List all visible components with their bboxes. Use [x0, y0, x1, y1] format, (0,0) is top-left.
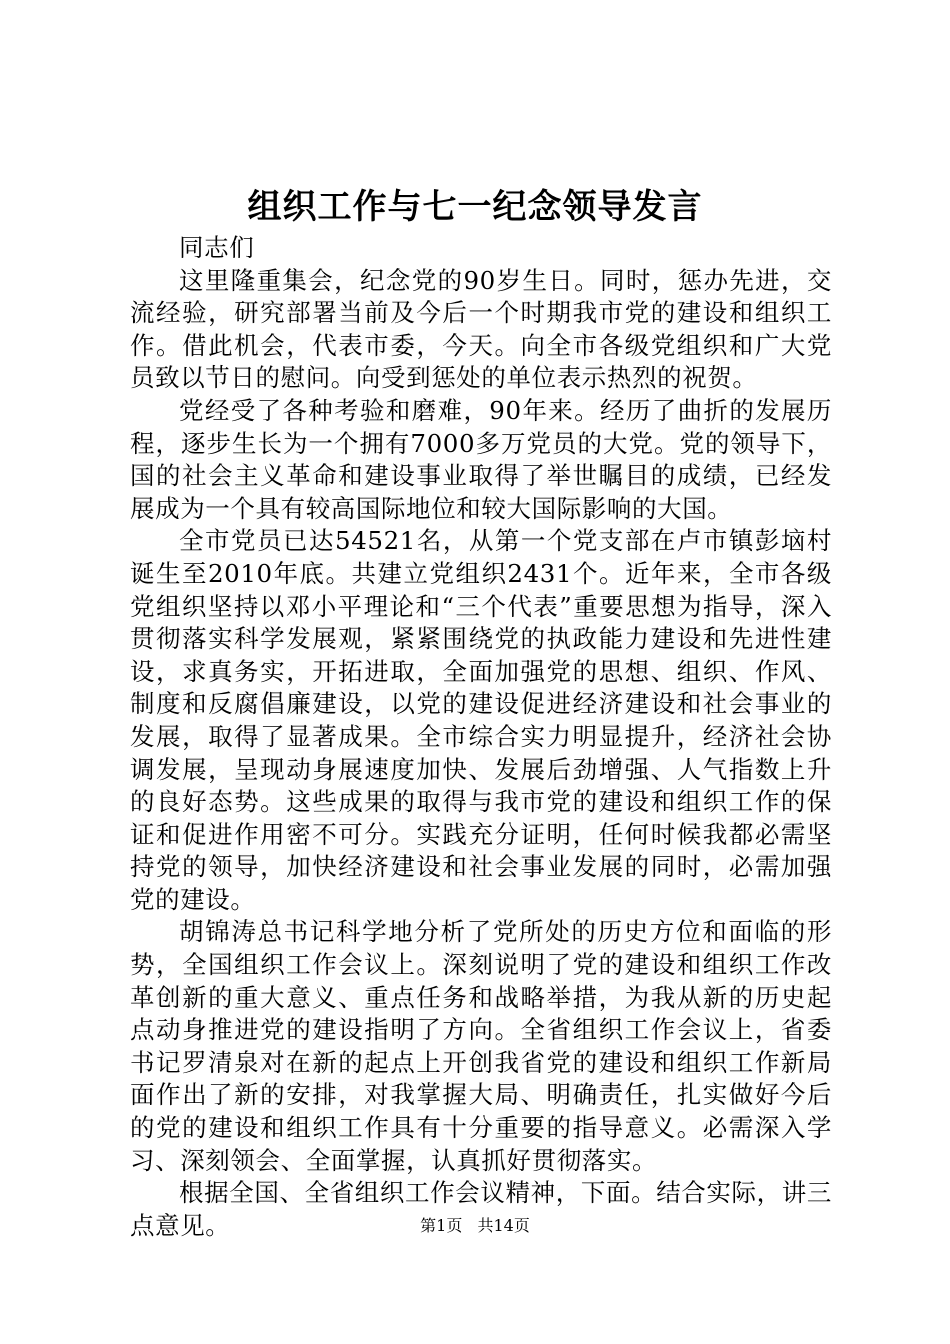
- paragraph: 全市党员已达54521名，从第一个党支部在卢市镇彭垴村诞生至2010年底。共建立党组织2431个。近年来，全市各级党组织坚持以邓小平理论和“三个代表”重要思想为指导，深入贯彻落实科学发展观，紧紧围绕党的执政能力建设和先进性建设，求真务实，开拓进取，全面加强党的思想、组织、作风、制度和反腐倡廉建设，以党的建设促进经济建设和社会事业的发展，取得了显著成果。全市综合实力明显提升，经济社会协调发展，呈现动身展速度加快、发展后劲增强、人气指数上升的良好态势。这些成果的取得与我市党的建设和组织工作的保证和促进作用密不可分。实践充分证明，任何时候我都必需坚持党的领导，加快经济建设和社会事业发展的同时，必需加强党的建设。: [130, 526, 832, 914]
- paragraph: 胡锦涛总书记科学地分析了党所处的历史方位和面临的形势，全国组织工作会议上。深刻说明了党的建设和组织工作改革创新的重大意义、重点任务和战略举措，为我从新的历史起点动身推进党的建设指明了方向。全省组织工作会议上，省委书记罗清泉对在新的起点上开创我省党的建设和组织工作新局面作出了新的安排，对我掌握大局、明确责任，扎实做好今后的党的建设和组织工作具有十分重要的指导意义。必需深入学习、深刻领会、全面掌握，认真抓好贯彻落实。: [130, 917, 832, 1175]
- page-total: 共14页: [477, 1216, 530, 1235]
- page-footer: [0, 1214, 950, 1238]
- paragraph: 根据全国、全省组织工作会议精神，下面。结合实际，讲三点意见。: [130, 1178, 832, 1240]
- page-number: 第1页: [420, 1216, 463, 1235]
- salutation: 同志们: [179, 233, 255, 262]
- paragraph: 党经受了各种考验和磨难，90年来。经历了曲折的发展历程，逐步生长为一个拥有7000多万党员的大党。党的领导下，国的社会主义革命和建设事业取得了举世瞩目的成绩，已经发展成为一个具有较高国际地位和较大国际影响的大国。: [130, 395, 832, 523]
- paragraph: 这里隆重集会，纪念党的90岁生日。同时，惩办先进，交流经验，研究部署当前及今后一个时期我市党的建设和组织工作。借此机会，代表市委，今天。向全市各级党组织和广大党员致以节日的慰问。向受到惩处的单位表示热烈的祝贺。: [130, 265, 832, 393]
- document-title: 组织工作与七一纪念领导发言: [247, 187, 703, 227]
- document-body: [130, 232, 832, 1242]
